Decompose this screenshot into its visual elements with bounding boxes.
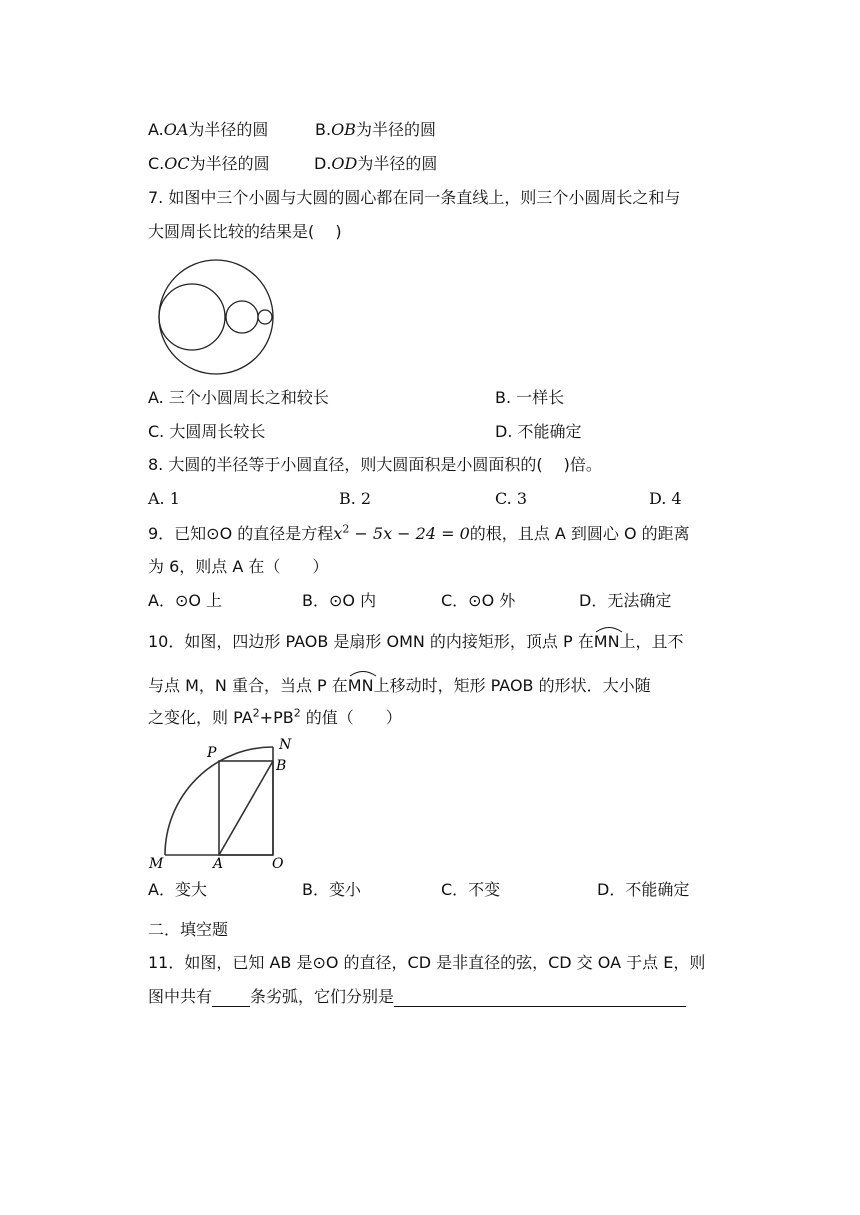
section-heading: 二．填空题 bbox=[148, 920, 229, 939]
q6-option-a: A.OA为半径的圆 bbox=[148, 120, 269, 139]
diagonal-ab bbox=[219, 761, 273, 855]
q9-option-d: D．无法确定 bbox=[579, 591, 672, 610]
q8-option-c: C. 3 bbox=[495, 489, 528, 508]
q10-stem-line1: 10．如图，四边形 PAOB 是扇形 OMN 的内接矩形，顶点 P 在 MN上，且不 bbox=[148, 632, 684, 652]
q10-option-d: D．不能确定 bbox=[597, 880, 690, 899]
q7-option-b: B. 一样长 bbox=[495, 388, 565, 407]
q7-option-c: C. 大圆周长较长 bbox=[148, 422, 266, 441]
q9-option-c: C．⊙O 外 bbox=[441, 591, 516, 610]
q7-stem-line1: 7. 如图中三个小圆与大圆的圆心都在同一条直线上，则三个小圆周长之和与 bbox=[148, 188, 681, 207]
q6-option-b: B.OB为半径的圆 bbox=[315, 120, 436, 139]
large-circle bbox=[159, 260, 273, 374]
arc-mn-1: MN bbox=[594, 632, 620, 652]
equation: $x^2 - 5x - 24 = 0$ bbox=[333, 522, 470, 543]
q7-option-d: D. 不能确定 bbox=[495, 422, 582, 441]
label-n: N bbox=[279, 737, 292, 753]
small-circle-3 bbox=[258, 310, 272, 324]
label-a: A bbox=[213, 856, 224, 872]
label-b: B bbox=[276, 758, 287, 774]
q9-option-a: A．⊙O 上 bbox=[148, 591, 223, 610]
q6-option-c: C.OC为半径的圆 bbox=[148, 154, 270, 173]
label-m: M bbox=[149, 856, 164, 872]
q10-option-b: B．变小 bbox=[302, 880, 361, 899]
q8-option-b: B. 2 bbox=[339, 489, 372, 508]
q10-stem-line2: 与点 M，N 重合，当点 P 在 MN上移动时，矩形 PAOB 的形状．大小随 bbox=[148, 676, 651, 696]
q7-stem-line2: 大圆周长比较的结果是( ) bbox=[148, 222, 342, 241]
blank-arcs[interactable] bbox=[394, 989, 686, 1007]
q10-stem-line3: 之变化，则 $PA^2+PB^2$ 的值（ ） bbox=[148, 706, 402, 727]
q9-stem-line2: 为 6，则点 A 在（ ） bbox=[148, 557, 329, 576]
small-circle-2 bbox=[226, 301, 258, 333]
q6-option-d: D.OD为半径的圆 bbox=[314, 154, 438, 173]
small-circle-1 bbox=[159, 284, 225, 350]
q10-option-a: A．变大 bbox=[148, 880, 207, 899]
arc-mn-2: MN bbox=[348, 676, 374, 696]
q9-stem-line1: 9．已知⊙O 的直径是方程$x^2 - 5x - 24 = 0$的根，且点 A 到圆心 O 的距离 bbox=[148, 522, 690, 543]
label-o: O bbox=[272, 856, 284, 872]
q11-stem-line1: 11．如图，已知 AB 是⊙O 的直径，CD 是非直径的弦，CD 交 OA 于点 E，则 bbox=[148, 953, 706, 972]
q10-option-c: C．不变 bbox=[441, 880, 501, 899]
q8-stem: 8. 大圆的半径等于小圆直径，则大圆面积是小圆面积的( )倍。 bbox=[148, 455, 602, 474]
q11-stem-line2: 图中共有 条劣弧，它们分别是 bbox=[148, 987, 686, 1007]
blank-count[interactable] bbox=[212, 989, 250, 1007]
q7-circles-figure bbox=[150, 258, 280, 378]
q9-option-b: B．⊙O 内 bbox=[302, 591, 377, 610]
q8-option-a: A. 1 bbox=[148, 489, 180, 508]
label-p: P bbox=[207, 745, 217, 761]
q8-option-d: D. 4 bbox=[649, 489, 682, 508]
q7-option-a: A. 三个小圆周长之和较长 bbox=[148, 388, 329, 407]
q10-sector-figure bbox=[145, 735, 305, 875]
